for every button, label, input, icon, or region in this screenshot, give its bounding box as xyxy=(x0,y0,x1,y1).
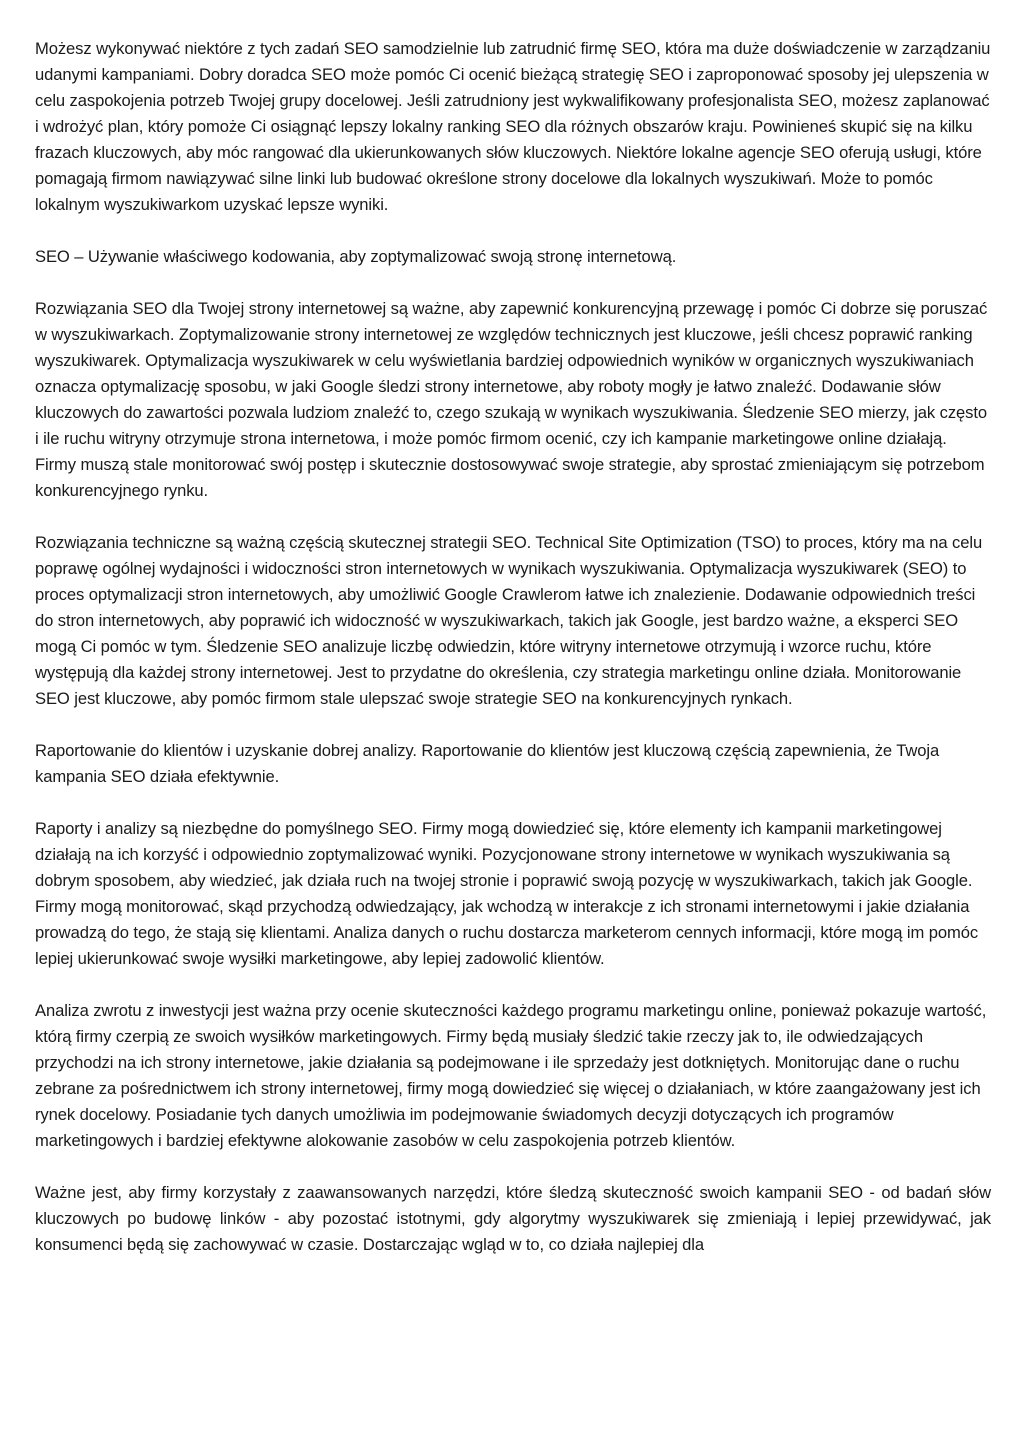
paragraph-1: Możesz wykonywać niektóre z tych zadań SEO samodzielnie lub zatrudnić firmę SEO, która ma duże doświadczenie w zarządzaniu udanymi kampaniami. Dobry doradca SEO może pomóc Ci ocenić bieżącą strategię SEO i zaproponować sposoby jej ulepszenia w celu zaspokojenia potrzeb Twojej grupy docelowej. Jeśli zatrudniony jest wykwalifikowany profesjonalista SEO, możesz zaplanować i wdrożyć plan, który pomoże Ci osiągnąć lepszy lokalny ranking SEO dla różnych obszarów kraju. Powinieneś skupić się na kilku frazach kluczowych, aby móc rangować dla ukierunkowanych słów kluczowych. Niektóre lokalne agencje SEO oferują usługi, które pomagają firmom nawiązywać silne linki lub budować określone strony docelowe dla lokalnych wyszukiwań. Może to pomóc lokalnym wyszukiwarkom uzyskać lepsze wyniki. xyxy=(35,39,991,214)
paragraph-8: Ważne jest, aby firmy korzystały z zaawansowanych narzędzi, które śledzą skuteczność swoich kampanii SEO - od badań słów kluczowych po budowę linków - aby pozostać istotnymi, gdy algorytmy wyszukiwarek się zmieniają i lepiej przewidywać, jak konsumenci będą się zachowywać w czasie. Dostarczając wgląd w to, co działa najlepiej dla xyxy=(35,1183,991,1254)
document-page xyxy=(35,36,991,1284)
paragraph-5-heading: Raportowanie do klientów i uzyskanie dobrej analizy. Raportowanie do klientów jest kluczową częścią zapewnienia, że Twoja kampania SEO działa efektywnie. xyxy=(35,741,940,786)
paragraph-6: Raporty i analizy są niezbędne do pomyślnego SEO. Firmy mogą dowiedzieć się, które elementy ich kampanii marketingowej działają na ich korzyść i odpowiednio zoptymalizować wyniki. Pozycjonowane strony internetowe w wynikach wyszukiwania są dobrym sposobem, aby wiedzieć, jak działa ruch na twojej stronie i poprawić swoją pozycję w wyszukiwarkach, takich jak Google. Firmy mogą monitorować, skąd przychodzą odwiedzający, jak wchodzą w interakcje z ich stronami internetowymi i jakie działania prowadzą do tego, że stają się klientami. Analiza danych o ruchu dostarcza marketerom cennych informacji, które mogą im pomóc lepiej ukierunkować swoje wysiłki marketingowe, aby lepiej zadowolić klientów. xyxy=(35,819,979,968)
paragraph-3: Rozwiązania SEO dla Twojej strony internetowej są ważne, aby zapewnić konkurencyjną przewagę i pomóc Ci dobrze się poruszać w wyszukiwarkach. Zoptymalizowanie strony internetowej ze względów technicznych jest kluczowe, jeśli chcesz poprawić ranking wyszukiwarek. Optymalizacja wyszukiwarek w celu wyświetlania bardziej odpowiednich wyników w organicznych wyszukiwaniach oznacza optymalizację sposobu, w jaki Google śledzi strony internetowe, aby roboty mogły je łatwo znaleźć. Dodawanie słów kluczowych do zawartości pozwala ludziom znaleźć to, czego szukają w wynikach wyszukiwania. Śledzenie SEO mierzy, jak często i ile ruchu witryny otrzymuje strona internetowa, i może pomóc firmom ocenić, czy ich kampanie marketingowe online działają. Firmy muszą stale monitorować swój postęp i skutecznie dostosowywać swoje strategie, aby sprostać zmieniającym się potrzebom konkurencyjnego rynku. xyxy=(35,299,988,500)
paragraph-4: Rozwiązania techniczne są ważną częścią skutecznej strategii SEO. Technical Site Optimization (TSO) to proces, który ma na celu poprawę ogólnej wydajności i widoczności stron internetowych w wynikach wyszukiwania. Optymalizacja wyszukiwarek (SEO) to proces optymalizacji stron internetowych, aby umożliwić Google Crawlerom łatwe ich znalezienie. Dodawanie odpowiednich treści do stron internetowych, aby poprawić ich widoczność w wyszukiwarkach, takich jak Google, jest bardzo ważne, a eksperci SEO mogą Ci pomóc w tym. Śledzenie SEO analizuje liczbę odwiedzin, które witryny internetowe otrzymują i wzorce ruchu, które występują dla każdej strony internetowej. Jest to przydatne do określenia, czy strategia marketingu online działa. Monitorowanie SEO jest kluczowe, aby pomóc firmom stale ulepszać swoje strategie SEO na konkurencyjnych rynkach. xyxy=(35,533,983,708)
paragraph-2-heading: SEO – Używanie właściwego kodowania, aby zoptymalizować swoją stronę internetową. xyxy=(35,247,677,266)
paragraph-7: Analiza zwrotu z inwestycji jest ważna przy ocenie skuteczności każdego programu marketingu online, ponieważ pokazuje wartość, którą firmy czerpią ze swoich wysiłków marketingowych. Firmy będą musiały śledzić takie rzeczy jak to, ile odwiedzających przychodzi na ich strony internetowe, jakie działania są podejmowane i ile sprzedaży jest dotkniętych. Monitorując dane o ruchu zebrane za pośrednictwem ich strony internetowej, firmy mogą dowiedzieć się więcej o działaniach, w które zaangażowany jest ich rynek docelowy. Posiadanie tych danych umożliwia im podejmowanie świadomych decyzji dotyczących ich programów marketingowych i bardziej efektywne alokowanie zasobów w celu zaspokojenia potrzeb klientów. xyxy=(35,1001,987,1150)
